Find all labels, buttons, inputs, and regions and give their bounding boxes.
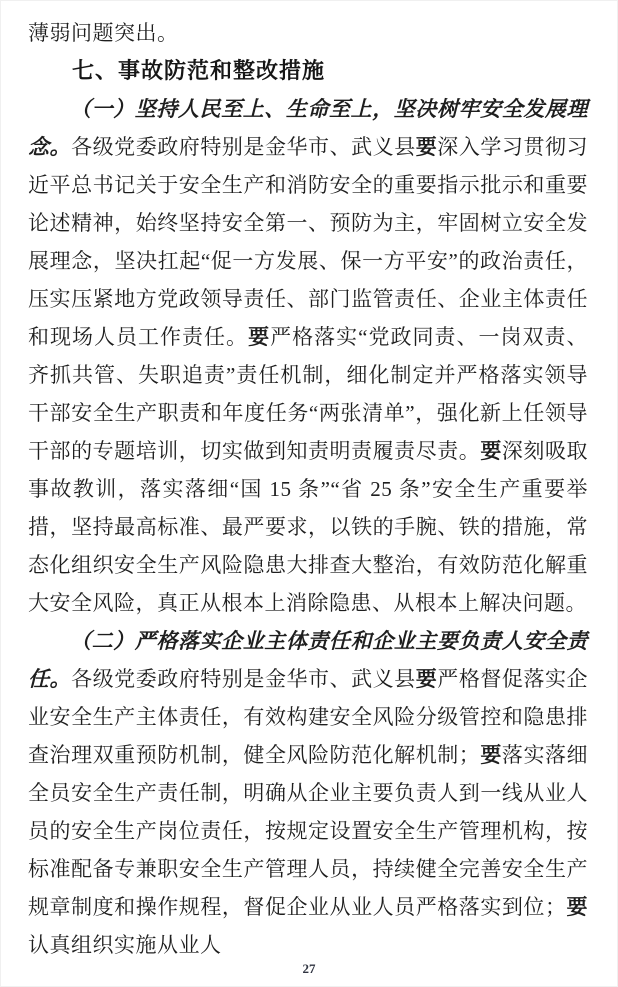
text-run: 各级党委政府特别是金华市、武义县	[71, 135, 416, 159]
text-run: 落实落细全员安全生产责任制，明确从企业主要负责人到一线从业人员的安全生产岗位责任，按规定设置安全生产管理机构，按标准配备专兼职安全生产管理人员，持续健全完善安全生产规章制度和操作规程，督促企业从业人员严格落实到位；	[28, 743, 589, 919]
text-run: 深入学习贯彻习近平总书记关于安全生产和消防安全的重要指示批示和重要论述精神，始终坚持安全第一、预防为主，牢固树立安全发展理念，坚决扛起“促一方发展、保一方平安”的政治责任，压实压紧地方党政领导责任、部门监管责任、企业主体责任和现场人员工作责任。	[28, 135, 589, 349]
text-run: 严格督促落实企业安全生产主体责任，有效构建安全风险分级管控和隐患排查治理双重预防机制，健全风险防范化解机制；	[28, 667, 589, 767]
document-body	[28, 90, 588, 964]
emphasis-run: 要	[415, 135, 438, 159]
paragraph-lead: （一）坚持人民至上、生命至上，坚决树牢安全发展理念。	[28, 97, 588, 159]
page-number: 27	[302, 961, 316, 976]
paragraph-continuation: 薄弱问题突出。	[28, 21, 179, 45]
section-heading: 七、事故防范和整改措施	[72, 58, 326, 83]
text-run: 认真组织实施从业人	[28, 933, 222, 957]
paragraph	[28, 622, 588, 964]
paragraph-lead: （二）严格落实企业主体责任和企业主要负责人安全责任。	[28, 629, 588, 691]
text-run: 深刻吸取事故教训，落实落细“国 15 条”“省 25 条”安全生产重要举措，坚持最高标准、最严要求，以铁的手腕、铁的措施，常态化组织安全生产风险隐患大排查大整治，有效防范化解重大安全风险，真正从根本上消除隐患、从根本上解决问题。	[28, 439, 589, 615]
emphasis-run: 要	[248, 325, 271, 349]
emphasis-run: 要	[415, 667, 438, 691]
emphasis-run: 要	[566, 895, 589, 919]
text-run: 各级党委政府特别是金华市、武义县	[71, 667, 416, 691]
emphasis-run: 要	[480, 439, 502, 463]
paragraph	[28, 90, 588, 622]
emphasis-run: 要	[480, 743, 502, 767]
text-run: 严格落实“党政同责、一岗双责、齐抓共管、失职追责”责任机制，细化制定并严格落实领导干部安全生产职责和年度任务“两张清单”，强化新上任领导干部的专题培训，切实做到知责明责履责尽责。	[28, 325, 589, 463]
